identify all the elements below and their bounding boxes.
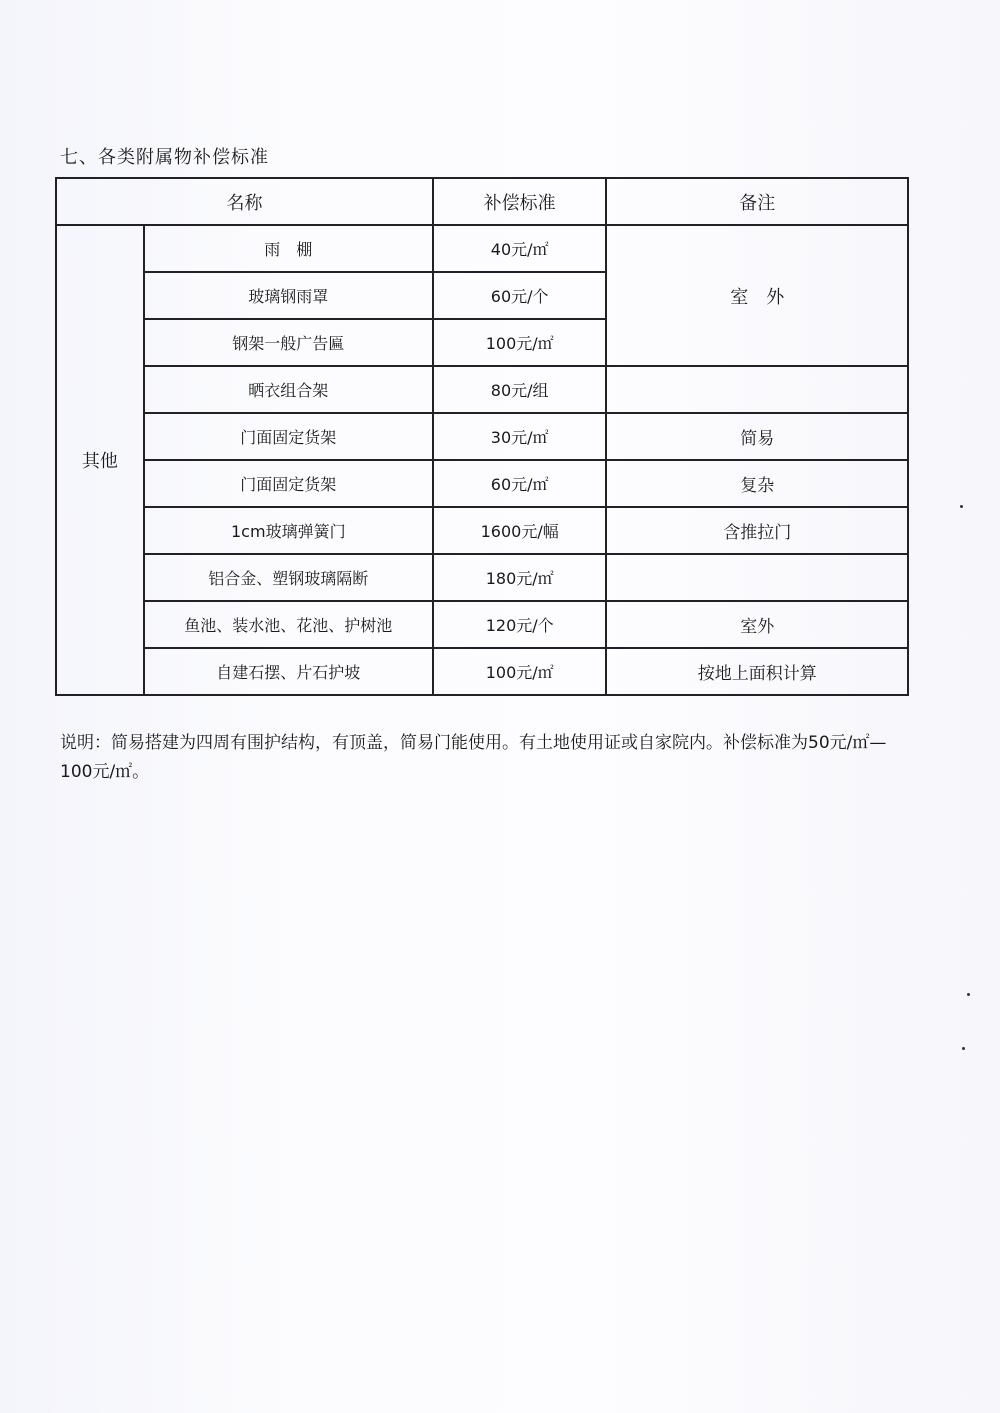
- table-row: [56, 460, 908, 507]
- header-name: 名称: [56, 178, 433, 225]
- compensation-table: [55, 177, 909, 696]
- item-standard: 180元/㎡: [433, 554, 606, 601]
- table-row: [56, 601, 908, 648]
- table-header-row: [56, 178, 908, 225]
- item-name: 玻璃钢雨罩: [144, 272, 433, 319]
- item-name: 铝合金、塑钢玻璃隔断: [144, 554, 433, 601]
- section-heading: 七、各类附属物补偿标准: [60, 147, 269, 168]
- item-standard: 60元/㎡: [433, 460, 606, 507]
- explanation-note: 说明：简易搭建为四周有围护结构，有顶盖，简易门能使用。有土地使用证或自家院内。补偿标准为50元/㎡—100元/㎡。: [60, 733, 887, 782]
- item-standard: 1600元/幅: [433, 507, 606, 554]
- table-row: [56, 648, 908, 695]
- header-remark: 备注: [606, 178, 908, 225]
- item-remark: 简易: [606, 413, 908, 460]
- item-name: 门面固定货架: [144, 460, 433, 507]
- table-row: [56, 507, 908, 554]
- header-standard: 补偿标准: [433, 178, 606, 225]
- item-name: 晒衣组合架: [144, 366, 433, 413]
- item-remark: 复杂: [606, 460, 908, 507]
- item-standard: 100元/㎡: [433, 319, 606, 366]
- table-row: [56, 366, 908, 413]
- item-name: 钢架一般广告匾: [144, 319, 433, 366]
- item-standard: 100元/㎡: [433, 648, 606, 695]
- scan-speck: [960, 505, 963, 508]
- item-name: 自建石摆、片石护坡: [144, 648, 433, 695]
- table-row: [56, 554, 908, 601]
- item-name: 鱼池、装水池、花池、护树池: [144, 601, 433, 648]
- table-row: [56, 225, 908, 272]
- table-row: [56, 413, 908, 460]
- item-standard: 80元/组: [433, 366, 606, 413]
- item-remark-merged: 室外: [606, 225, 908, 366]
- item-remark-empty: [606, 554, 908, 601]
- item-remark: 室外: [606, 601, 908, 648]
- item-remark-empty: [606, 366, 908, 413]
- item-standard: 30元/㎡: [433, 413, 606, 460]
- item-remark: 按地上面积计算: [606, 648, 908, 695]
- item-remark: 含推拉门: [606, 507, 908, 554]
- scan-speck: [962, 1047, 965, 1050]
- item-standard: 120元/个: [433, 601, 606, 648]
- item-name: 雨 棚: [144, 225, 433, 272]
- category-cell: 其他: [56, 225, 144, 695]
- item-name: 1cm玻璃弹簧门: [144, 507, 433, 554]
- scan-speck: [967, 993, 970, 996]
- item-standard: 60元/个: [433, 272, 606, 319]
- item-standard: 40元/㎡: [433, 225, 606, 272]
- item-name: 门面固定货架: [144, 413, 433, 460]
